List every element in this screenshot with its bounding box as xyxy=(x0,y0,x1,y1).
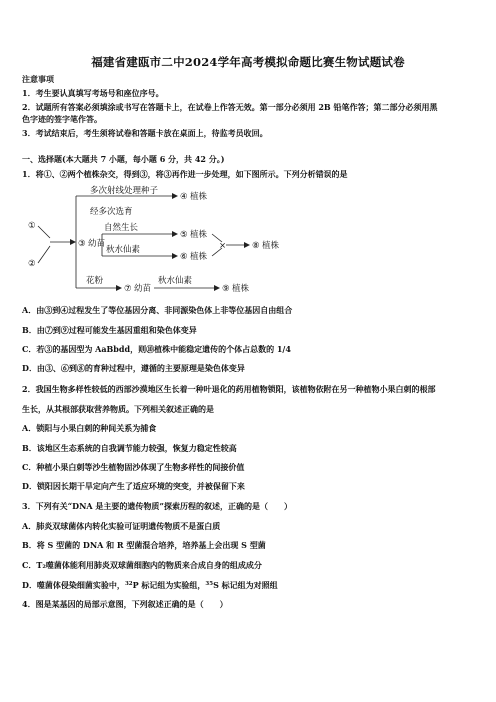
q3-d-sup2: 35 xyxy=(205,581,214,587)
arrow-head xyxy=(172,231,178,237)
page-title: 福建省建瓯市二中2024学年高考模拟命题比赛生物试题试卷 xyxy=(91,55,405,69)
q1-option-c: C．若③的基因型为 AaBbdd，则⑩植株中能稳定遗传的个体占总数的 1/4 xyxy=(22,344,291,354)
q2-option-b: B．该地区生态系统的自我调节能力较强，恢复力稳定性较高 xyxy=(22,443,237,453)
label-natural: 自然生长 xyxy=(104,223,139,233)
label-selection: 经多次选育 xyxy=(90,207,133,217)
note-item: 色字迹的签字笔作答。 xyxy=(22,114,102,124)
question-4-stem: 4．图是某基因的局部示意图，下列叙述正确的是（ ） xyxy=(22,599,228,609)
q2-option-d: D．锁阳因长期干旱定向产生了适应环境的突变，并被保留下来 xyxy=(22,481,245,491)
label-colchicine: 秋水仙素 xyxy=(106,245,141,255)
label-colchicine2: 秋水仙素 xyxy=(158,276,193,286)
q2-option-a: A．锁阳与小果白刺的种间关系为捕食 xyxy=(22,423,157,433)
label-plant8: 植株 xyxy=(262,241,280,251)
connector-line xyxy=(38,226,50,238)
label-circle2: ② xyxy=(28,259,36,269)
arrow-head xyxy=(172,253,178,259)
arrow-head xyxy=(214,285,220,291)
note-item: 1．考生要认真填写考场号和座位序号。 xyxy=(22,88,164,98)
label-circle3: ③ xyxy=(78,239,86,249)
arrow-head xyxy=(172,193,178,199)
q1-option-b: B．由⑦到⑨过程可能发生基因重组和染色体变异 xyxy=(22,325,197,335)
label-plant9: 植株 xyxy=(232,284,250,294)
q3-d-mid: P 标记组为实验组， xyxy=(132,580,206,590)
label-n8: ⑧ xyxy=(252,241,260,251)
label-n9: ⑨ xyxy=(222,284,230,294)
q3-option-d xyxy=(22,579,278,590)
question-2-stem-cont: 生长，从其根部获取营养物质。下列相关叙述正确的是 xyxy=(22,404,214,414)
note-item: 2．试题所有答案必须填涂或书写在答题卡上，在试卷上作答无效。第一部分必须用 2B 铅笔作答；第二部分必须用黑 xyxy=(22,102,438,112)
label-seedling: 幼苗 xyxy=(88,239,106,249)
question-2-stem: 2．我国生物多样性较低的西部沙漠地区生长着一种叶退化的药用植物锁阳，该植物依附在另一种植物小果白刺的根部 xyxy=(22,384,436,394)
cross-symbol: × xyxy=(219,241,227,251)
notes-heading: 注意事项 xyxy=(22,74,54,84)
q3-d-post: S 标记组为对照组 xyxy=(213,580,278,590)
label-plant6: 植株 xyxy=(190,252,208,262)
q3-d-sup1: 32 xyxy=(124,581,133,587)
arrow-head xyxy=(70,239,76,245)
q1-option-d: D．由③、⑥到⑧的育种过程中，遵循的主要原理是染色体变异 xyxy=(22,363,245,373)
label-irradiation: 多次射线处理种子 xyxy=(90,186,159,196)
q3-d-pre: D．噬菌体侵染细菌实验中， xyxy=(22,580,125,590)
q2-option-c: C．种植小果白刺等沙生植物固沙体现了生物多样性的间接价值 xyxy=(22,462,245,472)
question-3-stem: 3．下列有关“DNA 是主要的遗传物质”探索历程的叙述，正确的是（ ） xyxy=(22,501,293,511)
q3-option-a: A．肺炎双球菌体内转化实验可证明遗传物质不是蛋白质 xyxy=(22,521,221,531)
q1-option-a: A．由③到④过程发生了等位基因分离、非同源染色体上非等位基因自由组合 xyxy=(22,305,293,315)
arrow-head xyxy=(244,242,250,248)
section-heading: 一、选择题(本大题共 7 小题，每小题 6 分，共 42 分。) xyxy=(22,154,225,164)
label-n6: ⑥ xyxy=(180,252,188,262)
label-plant4: 植株 xyxy=(190,192,208,202)
label-plant5: 植株 xyxy=(190,230,208,240)
breeding-diagram xyxy=(22,184,322,300)
label-pollen: 花粉 xyxy=(86,276,104,286)
connector-line xyxy=(38,246,50,263)
note-item: 3．考试结束后，考生须将试卷和答题卡放在桌面上，待监考员收回。 xyxy=(22,128,268,138)
label-seedling7: 幼苗 xyxy=(134,284,152,294)
label-n7: ⑦ xyxy=(124,284,132,294)
q3-option-b: B．将 S 型菌的 DNA 和 R 型菌混合培养，培养基上会出现 S 型菌 xyxy=(22,540,266,550)
arrow-head xyxy=(116,285,122,291)
label-n4: ④ xyxy=(180,192,188,202)
q3-option-c: C．T₂噬菌体能利用肺炎双球菌细胞内的物质来合成自身的组成成分 xyxy=(22,560,262,570)
label-circle1: ① xyxy=(28,221,36,231)
label-n5: ⑤ xyxy=(180,230,188,240)
question-1-stem: 1．将①、②两个植株杂交，得到③，将③再作进一步处理，如下图所示。下列分析错误的是 xyxy=(22,169,348,179)
